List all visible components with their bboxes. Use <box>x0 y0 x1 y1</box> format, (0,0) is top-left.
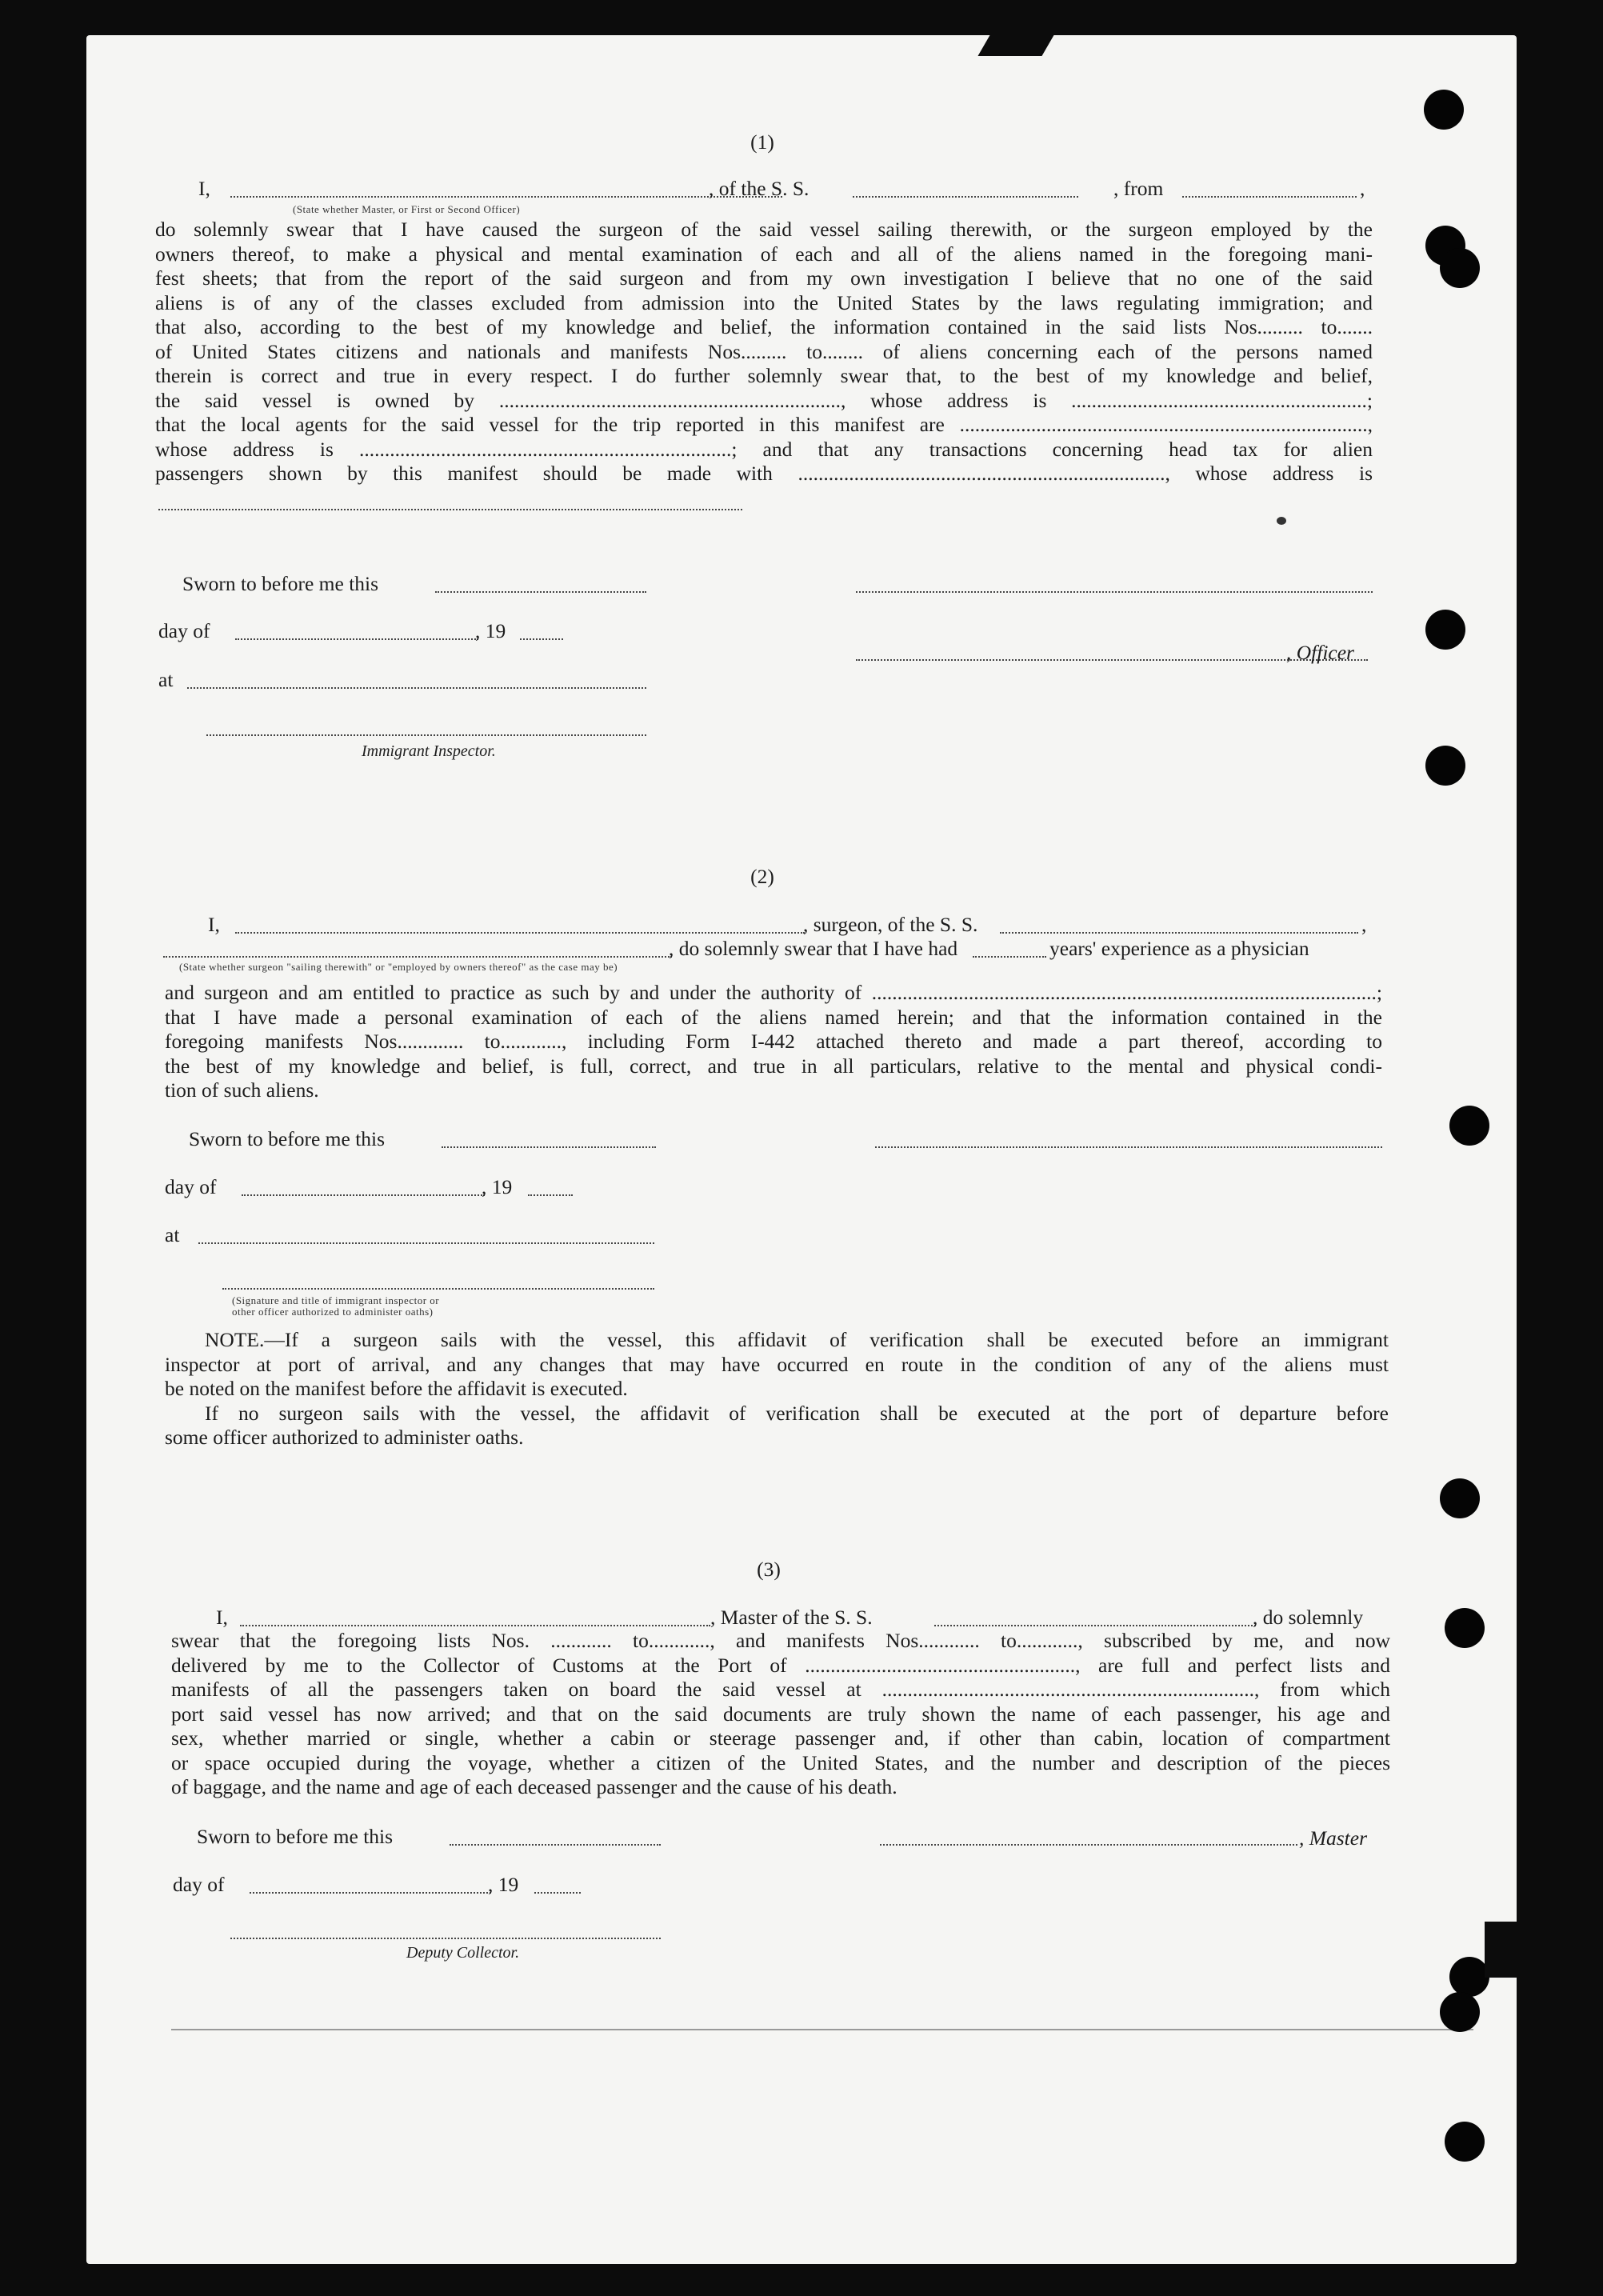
oath-3-line: sex, whether married or single, whether a cabin or steerage passenger and, if other than cabin, location of compartment <box>171 1726 1390 1750</box>
section-1-number: (1) <box>750 130 774 154</box>
note-line: some officer authorized to administer oaths. <box>165 1426 524 1449</box>
year-label-2: , 19 <box>482 1175 513 1198</box>
deputy-signature-blank <box>230 1938 661 1939</box>
section-2-number: (2) <box>750 865 774 888</box>
section-2-note <box>165 1328 1389 1450</box>
torn-edge <box>977 35 1053 56</box>
master-name-blank <box>230 196 782 198</box>
master-of-label: , Master of the S. S. <box>710 1606 873 1629</box>
oath-3-line: or space occupied during the voyage, whether a citizen of the United States, and the number and description of the pieces <box>171 1750 1390 1774</box>
oath-1-line: owners thereof, to make a physical and mental examination of each and all of the aliens named in the foregoing mani- <box>155 242 1373 266</box>
master-officer-hint: (State whether Master, or First or Second Officer) <box>293 203 521 215</box>
oath-1-line: do solemnly swear that I have caused the surgeon of the said vessel sailing therewith, or the surgeon employed by the <box>155 218 1373 241</box>
oath-3-line: manifests of all the passengers taken on board the said vessel at ........................................................................., from which <box>171 1678 1390 1701</box>
section-2-i: I, <box>208 913 220 936</box>
manifest-verification-sheet <box>86 35 1517 2264</box>
surgeon-signature-blank <box>875 1146 1382 1148</box>
oath-1-line: the said vessel is owned by ..................................................................., whose address is ..........................................................; <box>155 388 1373 412</box>
day-of-label-2: day of <box>165 1175 217 1198</box>
oath-3-line: of baggage, and the name and age of each deceased passenger and the cause of his death. <box>171 1775 897 1798</box>
section-1-oath <box>155 218 1373 486</box>
day-of-blank-1 <box>235 638 478 640</box>
agent-address-blank <box>158 509 742 510</box>
ship-name-blank-1 <box>853 196 1078 198</box>
oath-1-line: that the local agents for the said vessel for the trip reported in this manifest are ................................................................................, <box>155 413 1373 436</box>
surgeon-comma: , <box>1361 913 1367 936</box>
sworn-blank-2 <box>442 1146 656 1148</box>
oath-1-line: therein is correct and true in every respect. I do further solemnly swear that, to the best of my knowledge and belief, <box>155 364 1373 387</box>
administering-officer-blank <box>222 1288 654 1290</box>
surgeon-type-hint: (State whether surgeon "sailing therewith" or "employed by owners thereof" as the case may be) <box>179 961 618 973</box>
signature-hint-2: other officer authorized to administer oaths) <box>232 1306 434 1318</box>
oath-1-line: whose address is .........................................................................; and that any transactions concerning head tax for alien <box>155 437 1373 461</box>
years-blank <box>973 956 1046 958</box>
at-blank-2 <box>198 1242 654 1244</box>
oath-2-line: and surgeon and am entitled to practice as such by and under the authority of ...................................................................................................; <box>165 981 1382 1004</box>
punch-hole <box>1440 1478 1480 1518</box>
sworn-label-3: Sworn to before me this <box>197 1825 394 1848</box>
punch-hole <box>1449 1106 1489 1146</box>
year-blank-3 <box>534 1892 581 1894</box>
inspector-label: Immigrant Inspector. <box>362 742 496 760</box>
inspector-signature-blank <box>206 734 646 736</box>
day-of-label-1: day of <box>158 619 210 642</box>
day-of-blank-3 <box>250 1892 491 1894</box>
oath-2-line: that I have made a personal examination of each of the aliens named herein; and that the information contained in the <box>165 1005 1382 1029</box>
master-signature-blank <box>880 1844 1297 1846</box>
oath-1-line: aliens is of any of the classes excluded from admission into the United States by the laws regulating immigration; and <box>155 290 1373 314</box>
solemnly-label: , do solemnly <box>1253 1606 1364 1629</box>
oath-3-line: delivered by me to the Collector of Customs at the Port of ....................................................., are full and perfect lists and <box>171 1653 1390 1677</box>
ship-name-blank-3 <box>934 1625 1256 1626</box>
section-1-i: I, <box>198 177 210 200</box>
year-label-3: , 19 <box>488 1873 519 1896</box>
signature-hint-1: (Signature and title of immigrant inspector or <box>232 1294 440 1306</box>
years-experience-label: years' experience as a physician <box>1049 937 1309 960</box>
surgeon-of-label: , surgeon, of the S. S. <box>803 913 978 936</box>
from-comma: , <box>1360 177 1365 200</box>
oath-1-line: that also, according to the best of my knowledge and belief, the information contained in the said lists Nos......... to....... <box>155 315 1373 338</box>
oath-2-line: foregoing manifests Nos............. to............, including Form I-442 attached thereto and made a part thereof, according to <box>165 1030 1382 1053</box>
sworn-blank-3 <box>450 1844 661 1846</box>
oath-1-line: of United States citizens and nationals and manifests Nos......... to........ of aliens concerning each of the persons named <box>155 339 1373 363</box>
note-line: be noted on the manifest before the affidavit is executed. <box>165 1377 628 1400</box>
section-2-oath <box>165 981 1382 1103</box>
oath-3-line: port said vessel has now arrived; and that on the said documents are truly shown the name of each passenger, his age and <box>171 1702 1390 1726</box>
surgeon-type-blank <box>163 956 672 958</box>
punch-hole <box>1440 248 1480 288</box>
punch-hole <box>1445 2122 1485 2162</box>
deputy-label: Deputy Collector. <box>406 1944 520 1962</box>
section-3-number: (3) <box>757 1558 781 1581</box>
officer-label: , Officer <box>1286 641 1354 664</box>
note-line: If no surgeon sails with the vessel, the affidavit of verification shall be executed at the port of departure before <box>205 1401 1389 1425</box>
oath-3-line: swear that the foregoing lists Nos. ............ to............, and manifests Nos............ to............, subscribed by me, and now <box>171 1629 1390 1652</box>
at-blank-1 <box>187 687 646 689</box>
signature-blank-1 <box>856 591 1373 593</box>
at-label-2: at <box>165 1223 180 1246</box>
surgeon-name-blank <box>235 932 805 934</box>
oath-1-line: fest sheets; that from the report of the said surgeon and from my own investigation I believe that no one of the said <box>155 266 1373 290</box>
sworn-label-1: Sworn to before me this <box>182 572 379 595</box>
oath-1-line: passengers shown by this manifest should be made with ........................................................................, whose address is <box>155 462 1373 485</box>
ink-mark <box>1277 517 1286 525</box>
year-blank-2 <box>528 1194 573 1196</box>
day-of-blank-2 <box>242 1194 485 1196</box>
year-blank-1 <box>520 638 563 640</box>
at-label-1: at <box>158 668 174 691</box>
punch-hole <box>1440 1992 1480 2032</box>
ship-name-blank-2 <box>1000 932 1358 934</box>
note-line: inspector at port of arrival, and any changes that may have occurred en route in the condition of any of the aliens must <box>165 1352 1389 1376</box>
from-label: , from <box>1113 177 1164 200</box>
section-3-oath <box>171 1629 1390 1800</box>
day-of-label-3: day of <box>173 1873 225 1896</box>
bottom-rule <box>171 2029 1473 2030</box>
note-line: NOTE.—If a surgeon sails with the vessel, this affidavit of verification shall be executed before an immigrant <box>205 1328 1389 1351</box>
torn-edge <box>1485 1922 1517 1978</box>
of-the-ss-label: , of the S. S. <box>709 177 809 200</box>
punch-hole <box>1425 746 1465 786</box>
sworn-label-2: Sworn to before me this <box>189 1127 386 1150</box>
from-port-blank <box>1182 196 1357 198</box>
oath-2-line: tion of such aliens. <box>165 1078 319 1102</box>
master-name-blank-3 <box>240 1625 710 1626</box>
oath-2-line: the best of my knowledge and belief, is full, correct, and true in all particulars, relative to the mental and physical condi- <box>165 1054 1382 1078</box>
punch-hole <box>1445 1608 1485 1648</box>
punch-hole <box>1425 610 1465 650</box>
sworn-blank-1 <box>435 591 646 593</box>
section-3-i: I, <box>216 1606 228 1629</box>
master-label: , Master <box>1299 1826 1367 1850</box>
punch-hole <box>1424 90 1464 130</box>
punch-hole <box>1449 1957 1489 1997</box>
year-label-1: , 19 <box>475 619 506 642</box>
swear-years-label: , do solemnly swear that I have had <box>669 937 958 960</box>
